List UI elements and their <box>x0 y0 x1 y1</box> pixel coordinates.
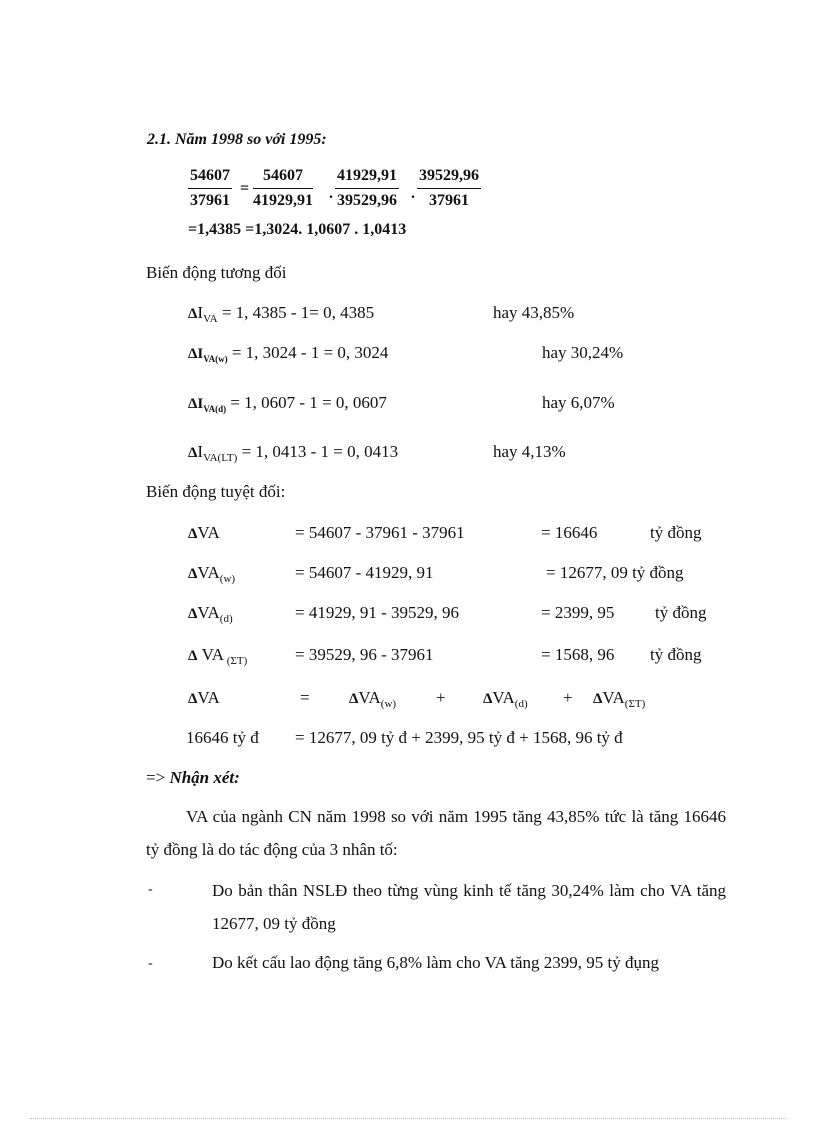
index-subscript: VA(w) <box>203 354 228 364</box>
delta-symbol: ΔI <box>188 396 204 412</box>
absolute-heading: Biến động tuyệt đối: <box>146 482 286 501</box>
absolute-expression-3: = 41929, 91 - 39529, 96 <box>295 603 459 622</box>
relative-percent-1: hay 43,85% <box>493 303 575 322</box>
absolute-unit-1: tỷ đồng <box>650 523 702 542</box>
va-subscript: (w) <box>219 573 236 585</box>
sum-total-term <box>188 688 220 708</box>
bullet-mark: - <box>148 956 153 971</box>
fraction-denominator: 37961 <box>190 192 230 209</box>
total-line-left: 16646 tỷ đ <box>186 728 259 747</box>
remark-bullet-2: Do kết cấu lao động tăng 6,8% làm cho VA tăng 2399, 95 tỷ đụng <box>212 953 659 972</box>
fraction-3 <box>417 167 481 210</box>
relative-row-1 <box>188 303 374 323</box>
index-subscript: VA <box>203 313 218 325</box>
sum-term-w <box>349 688 396 708</box>
va-label: VA <box>197 645 225 664</box>
absolute-label-2 <box>188 563 235 583</box>
fraction-numerator: 54607 <box>188 167 232 189</box>
sum-equals: = <box>300 688 310 707</box>
absolute-unit-4: tỷ đồng <box>650 645 702 664</box>
absolute-unit-3: tỷ đồng <box>655 603 707 622</box>
delta-symbol: Δ <box>188 566 198 582</box>
va-subscript: (d) <box>514 698 528 710</box>
plus-sign: + <box>436 688 446 707</box>
index-symbol: I <box>197 303 204 322</box>
bullet-mark: - <box>148 882 153 897</box>
va-subscript: (ΣT) <box>224 655 248 667</box>
absolute-expression-4: = 39529, 96 - 37961 <box>295 645 434 664</box>
absolute-label-3 <box>188 603 233 623</box>
fraction-numerator: 41929,91 <box>335 167 399 189</box>
relative-percent-4: hay 4,13% <box>493 442 566 461</box>
fraction-denominator: 37961 <box>429 192 469 209</box>
absolute-expression-1: = 54607 - 37961 - 37961 <box>295 523 465 542</box>
va-label: VA <box>197 603 220 622</box>
va-label: VA <box>197 563 220 582</box>
equation-result: =1,4385 =1,3024. 1,0607 . 1,0413 <box>188 221 407 238</box>
section-title: 2.1. Năm 1998 so với 1995: <box>147 131 327 148</box>
relative-row-4 <box>188 442 398 462</box>
absolute-result-2: = 12677, 09 tỷ đồng <box>546 563 684 582</box>
absolute-label-1 <box>188 523 220 543</box>
relative-expression: = 1, 0607 - 1 = 0, 0607 <box>226 393 387 412</box>
absolute-expression-2: = 54607 - 41929, 91 <box>295 563 434 582</box>
relative-percent-3: hay 6,07% <box>542 393 615 412</box>
va-label: VA <box>492 688 515 707</box>
va-subscript: (d) <box>219 613 233 625</box>
relative-heading: Biến động tương đối <box>146 263 287 282</box>
relative-row-2 <box>188 343 388 363</box>
equals-sign: = <box>240 180 250 197</box>
absolute-label-4 <box>188 645 247 665</box>
absolute-result-4: = 1568, 96 <box>541 645 615 664</box>
fraction-numerator: 54607 <box>253 167 313 189</box>
delta-symbol: Δ <box>188 306 198 322</box>
absolute-result-3: = 2399, 95 <box>541 603 615 622</box>
delta-symbol: Δ <box>188 445 198 461</box>
va-subscript: (ΣT) <box>624 698 646 710</box>
index-subscript: VA(d) <box>203 404 227 414</box>
remark-arrow: => <box>146 768 170 787</box>
relative-expression: = 1, 0413 - 1 = 0, 0413 <box>237 442 399 461</box>
fraction-lhs <box>188 167 232 210</box>
page-footer-divider <box>30 1118 786 1119</box>
fraction-1 <box>253 167 313 210</box>
remark-bullet-1: Do bản thân NSLĐ theo từng vùng kinh tế tăng 30,24% làm cho VA tăng 12677, 09 tỷ đồng <box>212 881 726 933</box>
dot-operator: . <box>329 185 333 202</box>
relative-percent-2: hay 30,24% <box>542 343 624 362</box>
delta-symbol: Δ <box>483 691 493 707</box>
delta-symbol: ΔI <box>188 346 204 362</box>
remark-title: Nhận xét: <box>169 768 240 787</box>
plus-sign: + <box>563 688 573 707</box>
delta-symbol: Δ <box>188 648 198 664</box>
delta-symbol: Δ <box>188 606 198 622</box>
sum-term-d <box>483 688 528 708</box>
relative-expression: = 1, 4385 - 1= 0, 4385 <box>217 303 375 322</box>
delta-symbol: Δ <box>188 691 198 707</box>
fraction-numerator: 39529,96 <box>417 167 481 189</box>
va-label: VA <box>197 688 220 707</box>
index-subscript: VA(LT) <box>203 452 238 464</box>
fraction-denominator: 41929,91 <box>253 192 313 209</box>
total-line-right: = 12677, 09 tỷ đ + 2399, 95 tỷ đ + 1568, 96 tỷ đ <box>295 728 623 747</box>
delta-symbol: Δ <box>188 526 198 542</box>
remark-heading <box>146 768 240 788</box>
dot-operator: . <box>411 185 415 202</box>
delta-symbol: Δ <box>593 691 603 707</box>
va-label: VA <box>358 688 381 707</box>
index-symbol: I <box>197 442 204 461</box>
relative-expression: = 1, 3024 - 1 = 0, 3024 <box>227 343 389 362</box>
remark-paragraph: VA của ngành CN năm 1998 so với năm 1995 tăng 43,85% tức là tăng 16646 tỷ đồng là do tác động của 3 nhân tố: <box>146 807 726 859</box>
absolute-result-1: = 16646 <box>541 523 598 542</box>
va-label: VA <box>602 688 625 707</box>
relative-row-3 <box>188 393 387 413</box>
delta-symbol: Δ <box>349 691 359 707</box>
va-label: VA <box>197 523 220 542</box>
va-subscript: (w) <box>380 698 397 710</box>
fraction-2 <box>335 167 399 210</box>
fraction-denominator: 39529,96 <box>337 192 397 209</box>
sum-term-st <box>593 688 645 708</box>
